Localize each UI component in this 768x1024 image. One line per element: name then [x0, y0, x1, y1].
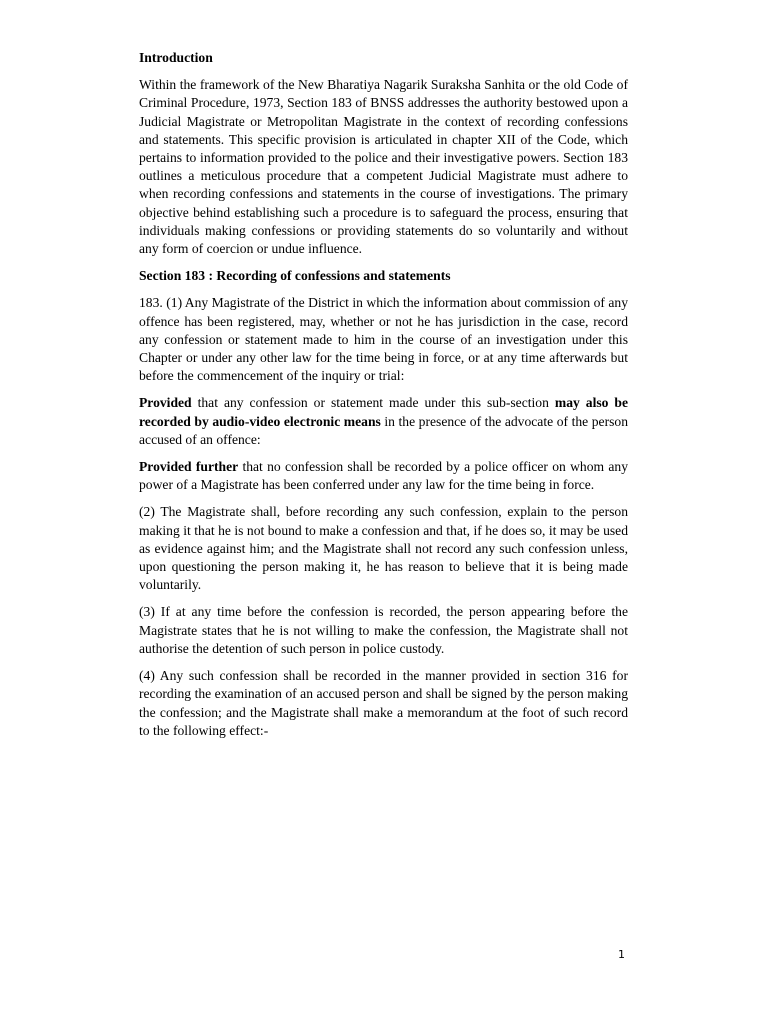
document-page	[139, 49, 628, 749]
subsection-4-paragraph: (4) Any such confession shall be recorded in the manner provided in section 316 for recording the examination of an accused person and shall be signed by the person making the confession; and the Magistrate shall make a memorandum at the foot of such record to the following effect:-	[139, 668, 628, 738]
proviso-1-text-a: that any confession or statement made under this sub-section	[191, 395, 555, 411]
introduction-heading: Introduction	[139, 50, 213, 65]
proviso-2-paragraph	[139, 458, 628, 494]
proviso-2-text: that no confession shall be recorded by a police officer on whom any power of a Magistrate has been conferred under any law for the time being in force.	[139, 459, 628, 493]
proviso-1-emphasis: may also be recorded by audio-video electronic means	[139, 395, 628, 429]
introduction-paragraph: Within the framework of the New Bharatiya Nagarik Suraksha Sanhita or the old Code of Criminal Procedure, 1973, Section 183 of BNSS addresses the authority bestowed upon a Judicial Magistrate or Metropolitan Magistrate in the context of recording confessions and statements. This specific provision is articulated in chapter XII of the Code, which pertains to information provided to the police and their investigative powers. Section 183 outlines a meticulous procedure that a competent Judicial Magistrate must adhere to when recording confessions and statements in the course of investigations. The primary objective behind establishing such a procedure is to safeguard the process, ensuring that individuals making confessions or providing statements do so voluntarily and without any form of coercion or undue influence.	[139, 77, 628, 257]
subsection-3-paragraph: (3) If at any time before the confession is recorded, the person appearing before the Magistrate states that he is not willing to make the confession, the Magistrate shall not authorise the detention of such person in police custody.	[139, 604, 628, 656]
proviso-1-lead: Provided	[139, 395, 192, 411]
subsection-2-paragraph: (2) The Magistrate shall, before recording any such confession, explain to the person making it that he is not bound to make a confession and that, if he does so, it may be used as evidence against him; and the Magistrate shall not record any such confession unless, upon questioning the person making it, he has reason to believe that it is being made voluntarily.	[139, 504, 628, 593]
page-number: 1	[618, 948, 625, 961]
section-183-heading: Section 183 : Recording of confessions and statements	[139, 268, 451, 284]
proviso-1-paragraph	[139, 394, 628, 449]
proviso-2-lead: Provided further	[139, 459, 239, 475]
proviso-1-text-b: in the presence of the advocate of the person accused of an offence:	[139, 413, 628, 447]
subsection-1-paragraph: 183. (1) Any Magistrate of the District in which the information about commission of any offence has been registered, may, whether or not he has jurisdiction in the case, record any confession or statement made to him in the course of an investigation under this Chapter or under any other law for the time being in force, or at any time afterwards but before the commencement of the inquiry or trial:	[139, 295, 628, 384]
